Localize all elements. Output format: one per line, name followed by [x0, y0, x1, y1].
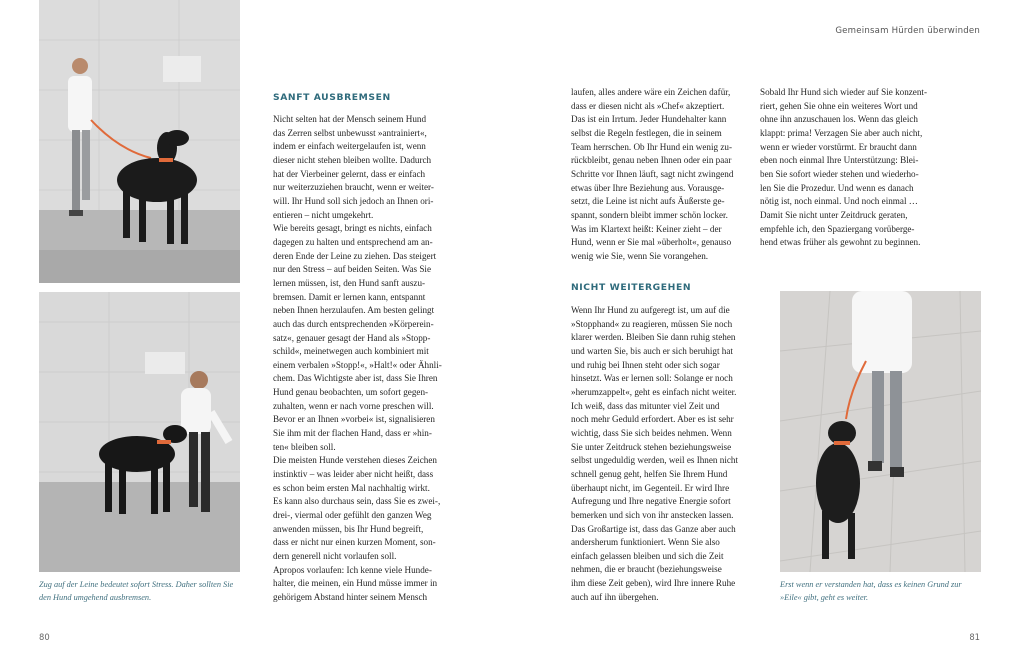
- photo-walkaway-svg: [780, 291, 981, 572]
- text-line: Sobald Ihr Hund sich wieder auf Sie konzent-: [760, 87, 927, 97]
- text-line: und ruhig bei Ihnen steht oder sich sogar: [571, 359, 720, 370]
- text-line: Das Großartige ist, dass das Ganze aber auch: [571, 523, 736, 534]
- heading-sanft-ausbremsen: SANFT AUSBREMSEN: [273, 92, 391, 103]
- text-line: entieren – nicht umgekehrt.: [273, 209, 374, 220]
- text-line: etwas über Ihre Beziehung aus. Vorausge-: [571, 182, 725, 193]
- text-line: anwenden müssen, bis Ihr Hund begreift,: [273, 523, 424, 534]
- text-line: »herumzappelt«, geht es einfach nicht weiter.: [571, 386, 737, 397]
- page-number-right: 81: [969, 632, 980, 642]
- text-line: instinktiv – was leider aber nicht heißt, dass: [273, 469, 434, 480]
- text-line: schild«, meinetwegen auch kombiniert mit: [273, 346, 429, 357]
- text-line: bremsen. Damit er lernen kann, entspannt: [273, 291, 426, 302]
- caption-left: [39, 578, 244, 604]
- text-line: len Sie die Prozedur. Und wenn es danach: [760, 182, 914, 193]
- text-line: wichtig, dass Sie sich beides nehmen. Wenn: [571, 427, 732, 438]
- text-line: empfehle ich, den Spaziergang vorüberge-: [760, 223, 915, 234]
- text-line: drei-, viermal oder gefühlt den ganzen Weg: [273, 510, 432, 521]
- text-line: riert, gehen Sie ohne ein weiteres Wort und: [760, 100, 918, 111]
- text-line: Damit Sie nicht unter Zeitdruck geraten,: [760, 209, 908, 220]
- text-line: nur den Stress – auf beiden Seiten. Was Sie: [273, 264, 431, 275]
- text-line: Sie ihm mit der flachen Hand, dass er »hin-: [273, 428, 432, 439]
- text-line: klarer werden. Bleiben Sie dann ruhig stehen: [571, 332, 736, 343]
- text-line: Das ist ein Irrtum. Jeder Hundehalter kann: [571, 114, 727, 125]
- text-line: überhaupt nicht, im Gegenteil. Er wird Ihre: [571, 482, 730, 493]
- text-line: laufen, alles andere wäre ein Zeichen dafür,: [571, 87, 731, 97]
- text-line: selbst die Regeln festlegen, die in seinem: [571, 127, 722, 138]
- heading-nicht-weitergehen: NICHT WEITERGEHEN: [571, 282, 692, 293]
- text-line: nehmen, die er braucht (beziehungsweise: [571, 564, 722, 575]
- text-line: »Stopphand« zu reagieren, müssen Sie noch: [571, 318, 733, 329]
- text-line: neben Ihnen herzulaufen. Am besten gelingt: [273, 305, 435, 316]
- text-line: satz«, genauer gesagt der Hand als »Stopp-: [273, 332, 431, 343]
- caption-left-line: Zug auf der Leine bedeutet sofort Stress. Daher sollten Sie: [39, 580, 234, 589]
- text-line: Sie unter Zeitdruck stehen beziehungsweise: [571, 441, 732, 452]
- text-line: selbst ungeduldig werden, weil es Ihnen nicht: [571, 455, 738, 466]
- photo-walk-svg: [39, 0, 240, 283]
- text-line: Schritte vor Ihnen läuft, sagt nicht zwingend: [571, 168, 734, 179]
- text-line: Es kann also durchaus sein, dass Sie es zwei-,: [273, 496, 441, 507]
- text-line: nur weiterzuziehen braucht, wenn er weiter-: [273, 182, 434, 193]
- text-line: hend etwas früher als gewohnt zu beginnen.: [760, 237, 921, 248]
- text-line: halter, die meinen, ein Hund müsse immer in: [273, 578, 438, 589]
- text-line: Wie bereits gesagt, bringt es nichts, einfach: [273, 223, 432, 234]
- text-column-2-bottom: [571, 304, 738, 604]
- text-line: einfach gelassen bleiben und sich die Zeit: [571, 550, 724, 561]
- text-line: Team herrschen. Ob Ihr Hund ein wenig zu-: [571, 141, 733, 152]
- text-line: andersherum funktioniert. Wenn Sie also: [571, 537, 720, 548]
- text-line: ben Sie sofort wieder stehen und wiederho-: [760, 168, 919, 179]
- text-line: dern generell nicht vorlaufen soll.: [273, 551, 397, 561]
- text-line: Apropos vorlaufen: Ich kenne viele Hunde-: [273, 564, 432, 575]
- text-line: rückbleibt, genau neben Ihnen oder ein paar: [571, 155, 732, 166]
- text-line: ten« bleiben soll.: [273, 441, 336, 452]
- text-line: wenig wie Sie, wenn Sie vorangehen.: [571, 250, 709, 261]
- photo-stop-svg: [39, 292, 240, 572]
- text-column-2-top: [571, 86, 733, 264]
- text-line: dass er diesen nicht als »Chef« akzeptiert.: [571, 100, 725, 111]
- page-number-left: 80: [39, 632, 50, 642]
- text-line: gehörigem Abstand hinter seinem Mensch: [273, 591, 428, 602]
- text-line: Aufregung und Ihre negative Energie sofort: [571, 496, 731, 507]
- text-line: Was im Klartext heißt: Keiner zieht – der: [571, 223, 722, 234]
- text-line: Die meisten Hunde verstehen dieses Zeichen: [273, 455, 437, 466]
- text-line: auch auf ihn übergehen.: [571, 591, 659, 602]
- text-line: wenn er wieder vorstürmt. Er braucht dann: [760, 141, 917, 152]
- text-line: will. Ihr Hund soll sich jedoch an Ihnen ori-: [273, 195, 434, 206]
- text-line: Bevor er an Ihnen »vorbei« ist, signalisieren: [273, 414, 435, 425]
- text-line: schnell genug geht, helfen Sie Ihrem Hund: [571, 468, 728, 479]
- text-line: Wenn Ihr Hund zu aufgeregt ist, um auf die: [571, 305, 730, 315]
- text-line: zuhalten, wenn er nach vorne preschen will.: [273, 400, 434, 411]
- text-line: ohne ihn anzuschauen los. Wenn das gleich: [760, 114, 918, 125]
- text-line: dass er nicht nur einen kurzen Moment, son-: [273, 537, 436, 548]
- text-line: Ich weiß, dass das mitunter viel Zeit und: [571, 400, 720, 411]
- text-line: Hund, wenn er Sie mal »überholt«, genauso: [571, 237, 732, 248]
- text-line: hinsetzt. Was er lernen soll: Solange er noch: [571, 373, 733, 384]
- text-line: lernen müssen, ist, den Hund sanft auszu-: [273, 277, 426, 288]
- caption-right-line: »Eile« gibt, geht es weiter.: [780, 593, 869, 602]
- text-column-3: [760, 86, 927, 250]
- text-line: dagegen zu halten und entsprechend am an-: [273, 236, 433, 247]
- text-column-1: [273, 113, 442, 605]
- text-line: deren Ende der Leine zu ziehen. Das steigert: [273, 250, 437, 261]
- text-line: indem er einfach weitergelaufen ist, wenn: [273, 141, 426, 152]
- text-line: noch mehr Geduld erfordert. Aber es ist sehr: [571, 414, 734, 425]
- text-line: es schon beim ersten Mal nachhaltig wirkt.: [273, 482, 430, 493]
- caption-right-line: Erst wenn er verstanden hat, dass es keinen Grund zur: [780, 580, 962, 589]
- text-line: eben noch einmal Ihre Unterstützung: Blei-: [760, 155, 919, 166]
- text-line: spannt, sondern bleibt immer schön locker.: [571, 209, 728, 220]
- text-line: setzt, die Leine ist nicht aufs Äußerste ge-: [571, 196, 725, 207]
- text-line: Hund genau beobachten, um sofort gegen-: [273, 387, 429, 398]
- caption-left-line: den Hund umgehend ausbremsen.: [39, 593, 152, 602]
- text-line: ihm diese Zeit geben), wird Ihre innere Ruhe: [571, 578, 736, 589]
- text-line: nötig ist, noch einmal. Und noch einmal …: [760, 196, 918, 207]
- text-line: chem. Das Wichtigste aber ist, dass Sie Ihren: [273, 373, 438, 384]
- caption-right: [780, 578, 990, 604]
- running-head: Gemeinsam Hürden überwinden: [835, 26, 980, 36]
- text-line: Nicht selten hat der Mensch seinem Hund: [273, 114, 427, 124]
- text-line: dieser nicht stehen bleiben wollte. Dadurch: [273, 154, 432, 165]
- text-line: das Zerren selbst unbewusst »antrainiert«,: [273, 127, 427, 138]
- photo-walking-away: [780, 291, 981, 572]
- text-line: hat der Vierbeiner gelernt, dass er einfach: [273, 168, 426, 179]
- text-line: auch das durch entsprechenden »Körperein-: [273, 318, 434, 329]
- photo-man-walking-dog: [39, 0, 240, 283]
- text-line: bemerken und sich von ihr anstecken lassen.: [571, 509, 734, 520]
- text-line: und warten Sie, bis auch er sich beruhigt hat: [571, 345, 733, 356]
- photo-man-stopping-dog: [39, 292, 240, 572]
- text-line: klappt: prima! Verzagen Sie aber auch nicht,: [760, 127, 923, 138]
- text-line: einem verbalen »Stopp!«, »Halt!« oder Ähnli-: [273, 359, 442, 370]
